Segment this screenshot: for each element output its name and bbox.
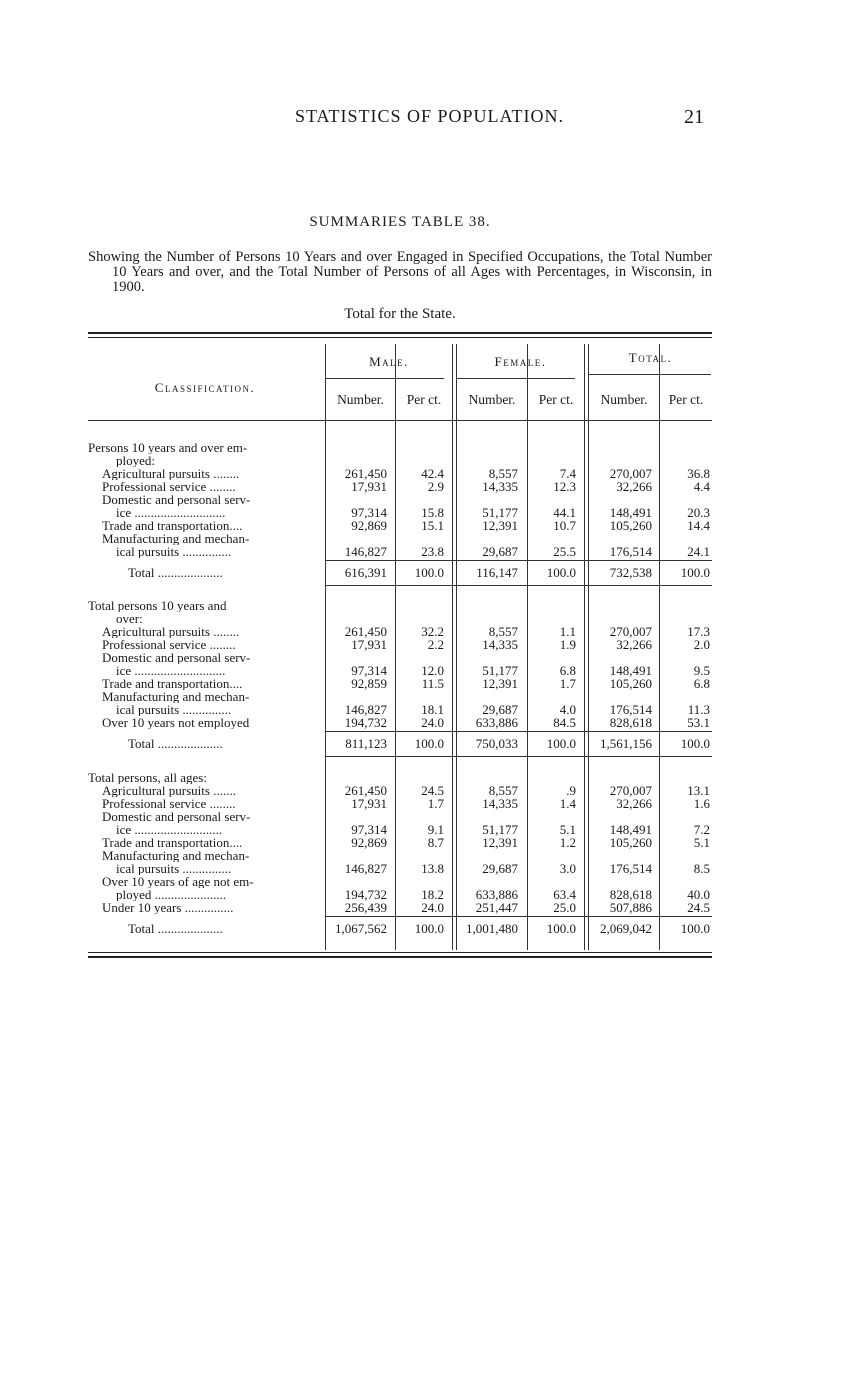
female-number-cell: 8,557	[488, 466, 518, 481]
male-number-cell: 17,931	[351, 637, 387, 652]
row-label: Agricultural pursuits .......	[102, 784, 236, 797]
male-number-cell: 194,732	[344, 887, 387, 902]
table-row	[88, 519, 712, 532]
female-number-cell: 51,177	[482, 505, 518, 520]
header-female: Female.	[494, 354, 547, 369]
total-label: Total ....................	[128, 566, 223, 579]
female-number-cell: 8,557	[488, 783, 518, 798]
total-percent-cell: 11.3	[687, 702, 710, 717]
header-rule	[457, 378, 575, 379]
row-label: Over 10 years of age not em-	[102, 875, 254, 888]
male-percent-cell: 18.1	[421, 702, 444, 717]
female-percent-cell: 4.0	[559, 702, 576, 717]
female-percent-cell: 25.0	[553, 900, 576, 915]
table-title: SUMMARIES TABLE 38.	[309, 214, 491, 230]
header-male-number: Number.	[337, 392, 384, 407]
female-percent-cell: 25.5	[553, 544, 576, 559]
female-percent-cell: 5.1	[559, 822, 576, 837]
total-number-cell: 507,886	[609, 900, 652, 915]
header-total-percent: Per ct.	[668, 392, 704, 407]
header-male-percent: Per ct.	[406, 392, 442, 407]
row-label: Professional service ........	[102, 638, 236, 651]
section-title	[88, 441, 712, 454]
total-number-cell: 105,260	[609, 518, 652, 533]
row-label: Agricultural pursuits ........	[102, 625, 240, 638]
total-number-cell: 148,491	[609, 505, 652, 520]
total-percent-cell: 24.1	[687, 544, 710, 559]
male-number-cell: 261,450	[344, 783, 387, 798]
male-percent-cell: 9.1	[427, 822, 444, 837]
subtotal-rule	[326, 916, 712, 917]
total-percent-cell: 36.8	[687, 466, 710, 481]
total-number-cell: 270,007	[609, 624, 652, 639]
total-number-cell: 828,618	[609, 715, 652, 730]
male-number-cell: 261,450	[344, 624, 387, 639]
total-label: Total ....................	[128, 737, 223, 750]
row-label: ical pursuits ...............	[116, 862, 232, 875]
table-row	[88, 862, 712, 875]
male-percent-cell: 24.0	[421, 900, 444, 915]
female-percent-total: 100.0	[546, 565, 576, 580]
male-number-cell: 92,859	[351, 676, 387, 691]
total-percent-cell: 7.2	[693, 822, 710, 837]
female-percent-cell: 63.4	[553, 887, 576, 902]
row-label: ice ............................	[116, 664, 226, 677]
table-row	[88, 545, 712, 558]
total-number-cell: 270,007	[609, 783, 652, 798]
male-number-cell: 17,931	[351, 479, 387, 494]
header-female-percent: Per ct.	[538, 392, 574, 407]
total-percent-total: 100.0	[680, 565, 710, 580]
header-classification: Classification.	[154, 380, 256, 395]
total-percent-cell: 9.5	[693, 663, 710, 678]
female-percent-cell: .9	[566, 783, 576, 798]
female-percent-cell: 1.9	[559, 637, 576, 652]
total-percent-cell: 24.5	[687, 900, 710, 915]
row-label: ice ...........................	[116, 823, 223, 836]
table-row	[88, 797, 712, 810]
row-label: ical pursuits ...............	[116, 703, 232, 716]
header-female-number: Number.	[468, 392, 516, 407]
page-number: 21	[684, 106, 704, 128]
header-bottom-rule	[88, 420, 712, 421]
female-percent-total: 100.0	[546, 921, 576, 936]
female-number-cell: 12,391	[482, 676, 518, 691]
total-percent-cell: 17.3	[687, 624, 710, 639]
total-number-cell: 148,491	[609, 663, 652, 678]
male-percent-cell: 11.5	[421, 676, 444, 691]
row-label: ployed ......................	[116, 888, 227, 901]
row-label: Trade and transportation....	[102, 836, 243, 849]
section-title-line: Total persons 10 years and	[88, 599, 227, 612]
male-percent-cell: 2.2	[427, 637, 444, 652]
female-percent-cell: 1.7	[559, 676, 576, 691]
row-label: ical pursuits ...............	[116, 545, 232, 558]
header-total: Total.	[628, 350, 673, 365]
male-percent-cell: 15.8	[421, 505, 444, 520]
male-percent-cell: 8.7	[427, 835, 444, 850]
total-number-total: 732,538	[609, 565, 652, 580]
male-number-cell: 97,314	[351, 505, 387, 520]
table-row	[88, 677, 712, 690]
running-head: STATISTICS OF POPULATION.	[294, 106, 565, 126]
total-number-cell: 828,618	[609, 887, 652, 902]
row-label: Domestic and personal serv-	[102, 651, 251, 664]
total-number-cell: 148,491	[609, 822, 652, 837]
female-percent-cell: 3.0	[559, 861, 576, 876]
female-number-cell: 633,886	[475, 715, 518, 730]
male-number-cell: 17,931	[351, 796, 387, 811]
female-percent-cell: 1.2	[559, 835, 576, 850]
female-percent-total: 100.0	[546, 736, 576, 751]
table-bottom-rule	[88, 952, 712, 958]
female-number-total: 1,001,480	[466, 921, 518, 936]
total-number-cell: 32,266	[616, 796, 652, 811]
row-label: Manufacturing and mechan-	[102, 849, 250, 862]
total-number-cell: 105,260	[609, 835, 652, 850]
table-row	[88, 901, 712, 914]
male-percent-cell: 15.1	[421, 518, 444, 533]
male-number-cell: 194,732	[344, 715, 387, 730]
subtotal-rule	[326, 560, 712, 561]
section-title-line: Total persons, all ages:	[88, 771, 207, 784]
row-label: Manufacturing and mechan-	[102, 690, 250, 703]
total-label: Total ....................	[128, 922, 223, 935]
female-number-cell: 29,687	[482, 702, 518, 717]
female-number-cell: 633,886	[475, 887, 518, 902]
male-percent-cell: 18.2	[421, 887, 444, 902]
row-label: Under 10 years ...............	[102, 901, 234, 914]
male-number-cell: 97,314	[351, 822, 387, 837]
female-percent-cell: 44.1	[553, 505, 576, 520]
male-number-cell: 146,827	[344, 702, 387, 717]
table-caption: Showing the Number of Persons 10 Years and over Engaged in Specified Occupations, the Total Number 10 Years and over, and the Total Number of Persons of all Ages with Percentages, in Wisconsin, in 1900.	[88, 249, 712, 295]
total-percent-cell: 4.4	[693, 479, 710, 494]
total-percent-total: 100.0	[680, 921, 710, 936]
table-top-rule	[88, 332, 712, 338]
table-row	[88, 480, 712, 493]
total-percent-total: 100.0	[680, 736, 710, 751]
total-percent-cell: 8.5	[693, 861, 710, 876]
section-separator-rule	[326, 756, 712, 757]
male-percent-cell: 24.5	[421, 783, 444, 798]
female-percent-cell: 1.4	[559, 796, 576, 811]
female-number-cell: 12,391	[482, 835, 518, 850]
male-percent-total: 100.0	[414, 921, 444, 936]
female-number-total: 750,033	[475, 736, 518, 751]
row-label: Professional service ........	[102, 797, 236, 810]
female-number-cell: 29,687	[482, 861, 518, 876]
total-number-cell: 176,514	[609, 702, 652, 717]
male-number-cell: 92,869	[351, 835, 387, 850]
row-label: Professional service ........	[102, 480, 236, 493]
table-row	[88, 836, 712, 849]
male-percent-cell: 1.7	[427, 796, 444, 811]
total-number-cell: 270,007	[609, 466, 652, 481]
male-number-total: 1,067,562	[335, 921, 387, 936]
table-row	[88, 716, 712, 729]
row-label: Trade and transportation....	[102, 677, 243, 690]
total-row	[88, 737, 712, 750]
male-number-total: 616,391	[344, 565, 387, 580]
section-title-line: Persons 10 years and over em-	[88, 441, 248, 454]
header-rule	[589, 374, 711, 375]
total-percent-cell: 14.4	[687, 518, 710, 533]
female-number-cell: 8,557	[488, 624, 518, 639]
male-number-total: 811,123	[345, 736, 387, 751]
table-subtitle: Total for the State.	[344, 306, 456, 322]
total-number-cell: 32,266	[616, 479, 652, 494]
male-percent-total: 100.0	[414, 736, 444, 751]
row-label: Domestic and personal serv-	[102, 493, 251, 506]
header-total-number: Number.	[600, 392, 648, 407]
male-number-cell: 146,827	[344, 544, 387, 559]
section-title-line: ployed:	[116, 454, 155, 467]
total-percent-cell: 1.6	[693, 796, 710, 811]
total-percent-cell: 6.8	[693, 676, 710, 691]
male-number-cell: 261,450	[344, 466, 387, 481]
female-number-cell: 14,335	[482, 637, 518, 652]
female-number-cell: 51,177	[482, 663, 518, 678]
total-number-cell: 32,266	[616, 637, 652, 652]
male-percent-cell: 2.9	[427, 479, 444, 494]
total-row	[88, 566, 712, 579]
female-percent-cell: 84.5	[553, 715, 576, 730]
female-percent-cell: 10.7	[553, 518, 576, 533]
female-number-cell: 14,335	[482, 796, 518, 811]
section-title-line: over:	[116, 612, 143, 625]
male-percent-cell: 42.4	[421, 466, 444, 481]
total-percent-cell: 5.1	[693, 835, 710, 850]
total-row	[88, 922, 712, 935]
header-rule	[326, 378, 444, 379]
male-percent-cell: 12.0	[421, 663, 444, 678]
total-number-cell: 176,514	[609, 544, 652, 559]
male-percent-cell: 13.8	[421, 861, 444, 876]
male-number-cell: 256,439	[344, 900, 387, 915]
female-number-cell: 51,177	[482, 822, 518, 837]
header-male: Male.	[369, 354, 409, 369]
total-percent-cell: 2.0	[693, 637, 710, 652]
table-row	[88, 638, 712, 651]
female-number-cell: 251,447	[475, 900, 518, 915]
male-percent-cell: 24.0	[421, 715, 444, 730]
female-percent-cell: 1.1	[559, 624, 576, 639]
total-percent-cell: 20.3	[687, 505, 710, 520]
row-label: ice ............................	[116, 506, 226, 519]
row-label: Domestic and personal serv-	[102, 810, 251, 823]
female-number-cell: 14,335	[482, 479, 518, 494]
total-percent-cell: 40.0	[687, 887, 710, 902]
male-percent-total: 100.0	[414, 565, 444, 580]
row-label: Agricultural pursuits ........	[102, 467, 240, 480]
total-number-total: 1,561,156	[600, 736, 652, 751]
female-percent-cell: 7.4	[559, 466, 576, 481]
female-number-cell: 29,687	[482, 544, 518, 559]
total-number-cell: 105,260	[609, 676, 652, 691]
male-number-cell: 146,827	[344, 861, 387, 876]
subtotal-rule	[326, 731, 712, 732]
female-percent-cell: 12.3	[553, 479, 576, 494]
female-number-cell: 12,391	[482, 518, 518, 533]
female-number-total: 116,147	[476, 565, 518, 580]
male-percent-cell: 32.2	[421, 624, 444, 639]
total-number-total: 2,069,042	[600, 921, 652, 936]
female-percent-cell: 6.8	[559, 663, 576, 678]
male-number-cell: 97,314	[351, 663, 387, 678]
section-title	[88, 599, 712, 612]
male-percent-cell: 23.8	[421, 544, 444, 559]
total-percent-cell: 53.1	[687, 715, 710, 730]
row-label: Trade and transportation....	[102, 519, 243, 532]
male-number-cell: 92,869	[351, 518, 387, 533]
row-label: Over 10 years not employed	[102, 716, 250, 729]
row-label: Manufacturing and mechan-	[102, 532, 250, 545]
total-number-cell: 176,514	[609, 861, 652, 876]
total-percent-cell: 13.1	[687, 783, 710, 798]
section-separator-rule	[326, 585, 712, 586]
